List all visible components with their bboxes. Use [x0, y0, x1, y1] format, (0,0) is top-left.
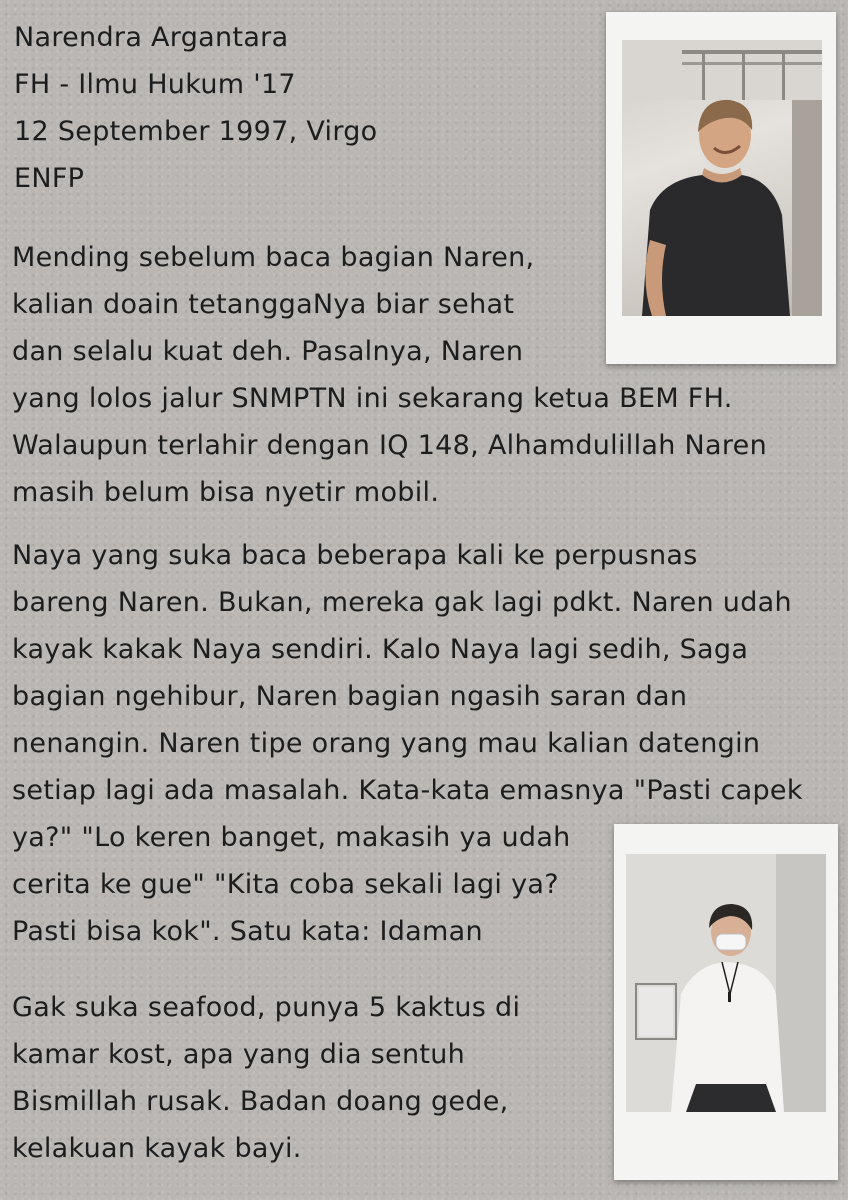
text-line: Pasti bisa kok". Satu kata: Idaman [12, 916, 483, 947]
profile-name: Narendra Argantara [14, 22, 289, 53]
text-line: Mending sebelum baca bagian Naren, [12, 242, 535, 273]
polaroid-photo-bottom [614, 824, 838, 1180]
text-line: masih belum bisa nyetir mobil. [12, 477, 440, 508]
profile-birth: 12 September 1997, Virgo [14, 116, 378, 147]
profile-faculty: FH - Ilmu Hukum '17 [14, 69, 296, 100]
text-line: yang lolos jalur SNMPTN ini sekarang ketua BEM FH. [12, 383, 733, 414]
text-line: kalian doain tetanggaNya biar sehat [12, 289, 515, 320]
profile-mbti: ENFP [14, 163, 85, 194]
paragraph-habits [12, 984, 520, 1172]
photo-masked-man [626, 854, 826, 1112]
text-line: Gak suka seafood, punya 5 kaktus di [12, 992, 521, 1023]
text-line: ya?" "Lo keren banget, makasih ya udah [12, 822, 571, 853]
text-line: dan selalu kuat deh. Pasalnya, Naren [12, 336, 524, 367]
text-line: cerita ke gue" "Kita coba sekali lagi ya? [12, 869, 559, 900]
text-line: Walaupun terlahir dengan IQ 148, Alhamdulillah Naren [12, 430, 768, 461]
text-line: bareng Naren. Bukan, mereka gak lagi pdkt. Naren udah [12, 587, 792, 618]
text-line: Naya yang suka baca beberapa kali ke perpusnas [12, 540, 698, 571]
text-line: kayak kakak Naya sendiri. Kalo Naya lagi sedih, Saga [12, 634, 749, 665]
text-line: Bismillah rusak. Badan doang gede, [12, 1086, 509, 1117]
text-line: nenangin. Naren tipe orang yang mau kalian datengin [12, 728, 761, 759]
photo-smiling-man [622, 40, 822, 316]
text-line: bagian ngehibur, Naren bagian ngasih saran dan [12, 681, 688, 712]
profile-header [14, 14, 378, 202]
text-line: kelakuan kayak bayi. [12, 1133, 302, 1164]
text-line: kamar kost, apa yang dia sentuh [12, 1039, 466, 1070]
polaroid-photo-top [606, 12, 836, 364]
text-line: setiap lagi ada masalah. Kata-kata emasnya "Pasti capek [12, 775, 803, 806]
